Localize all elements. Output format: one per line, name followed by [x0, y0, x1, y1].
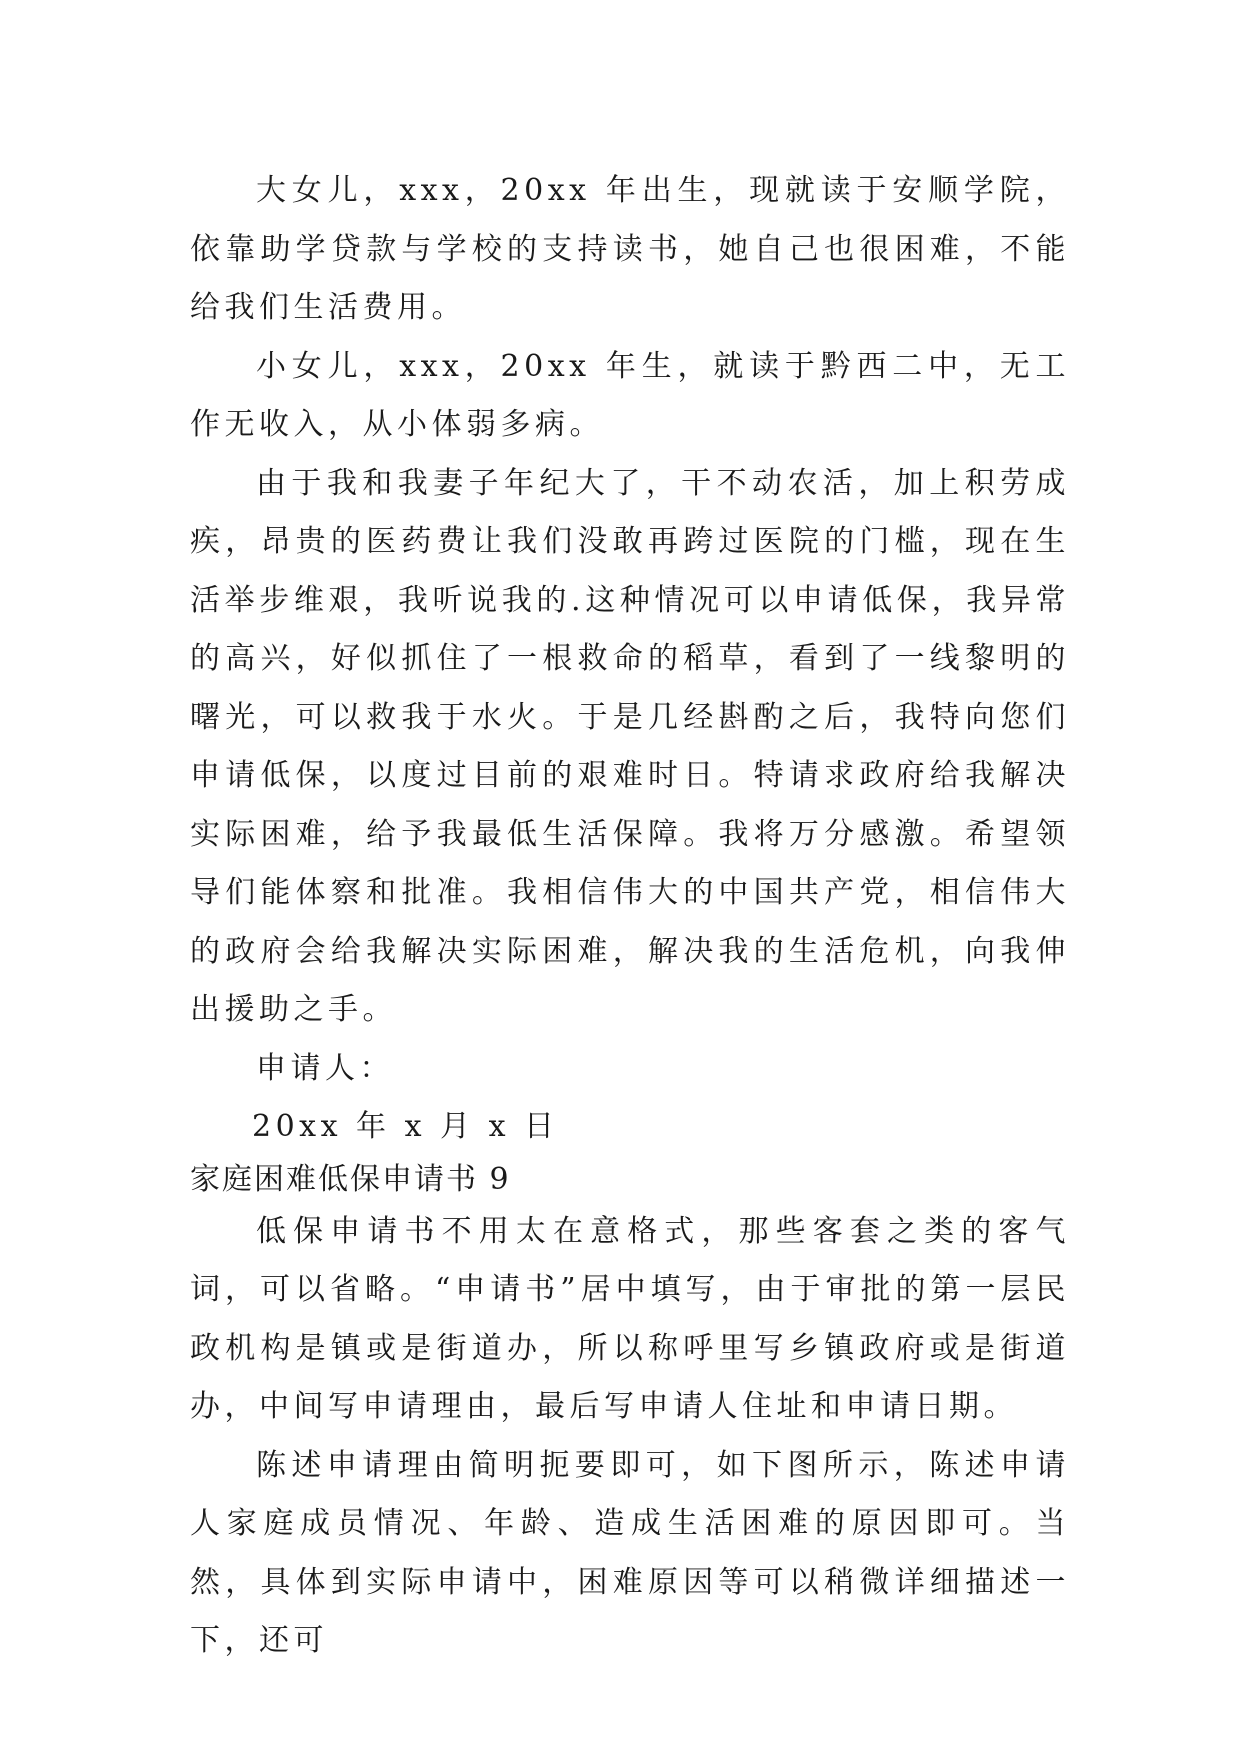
paragraph-reason-note: 陈述申请理由简明扼要即可，如下图所示，陈述申请人家庭成员情况、年龄、造成生活困难的原因即可。当然，具体到实际申请中，困难原因等可以稍微详细描述一下，还可: [190, 1447, 1070, 1658]
application-date: 20xx 年 x 月 x 日: [252, 1109, 559, 1144]
paragraph-hardship-request: 由于我和我妻子年纪大了，干不动农活，加上积劳成疾，昂贵的医药费让我们没敢再跨过医院的门槛，现在生活举步维艰，我听说我的.这种情况可以申请低保，我异常的高兴，好似抓住了一根救命的稻草，看到了一线黎明的曙光，可以救我于水火。于是几经斟酌之后，我特向您们申请低保，以度过目前的艰难时日。特请求政府给我解决实际困难，给予我最低生活保障。我将万分感激。希望领导们能体察和批准。我相信伟大的中国共产党，相信伟大的政府会给我解决实际困难，解决我的生活危机，向我伸出援助之手。: [190, 465, 1070, 1027]
paragraph-younger-daughter: 小女儿，xxx，20xx 年生，就读于黔西二中，无工作无收入，从小体弱多病。: [190, 348, 1070, 442]
paragraph-elder-daughter: 大女儿，xxx，20xx 年出生，现就读于安顺学院，依靠助学贷款与学校的支持读书，她自己也很困难，不能给我们生活费用。: [190, 173, 1070, 325]
paragraph-format-note: 低保申请书不用太在意格式，那些客套之类的客气词，可以省略。“申请书”居中填写，由于审批的第一层民政机构是镇或是街道办，所以称呼里写乡镇政府或是街道办，中间写申请理由，最后写申请人住址和申请日期。: [190, 1213, 1070, 1424]
applicant-label: 申请人：: [256, 1050, 394, 1086]
document-body: [190, 162, 1070, 1671]
section-heading: 家庭困难低保申请书 9: [190, 1161, 511, 1197]
